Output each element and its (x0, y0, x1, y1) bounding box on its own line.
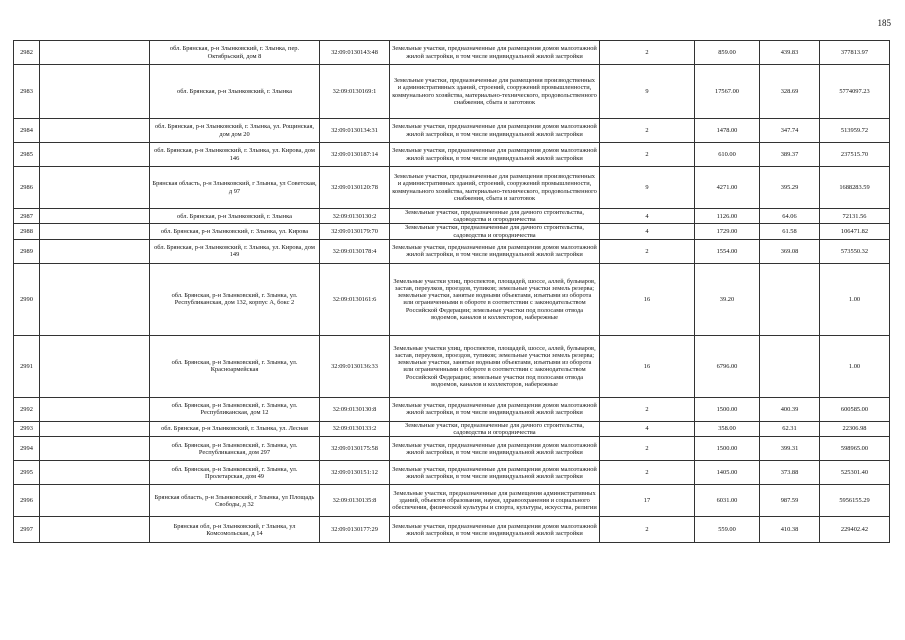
specific-value-cell: 61.58 (760, 224, 820, 239)
table-row (14, 397, 890, 421)
group-cell: 2 (600, 461, 695, 485)
cadastral-number-cell: 32:09:0130179:70 (320, 224, 390, 239)
area-cell: 4271.00 (695, 167, 760, 209)
address-cell: обл. Брянская, р-н Злынковский, г. Злынка, ул. Республиканская, дом 297 (150, 437, 320, 461)
row-number-cell: 2987 (14, 209, 40, 224)
area-cell: 859.00 (695, 41, 760, 65)
cadastral-number-cell: 32:09:0130151:12 (320, 461, 390, 485)
row-number-cell: 2996 (14, 485, 40, 517)
specific-value-cell (760, 263, 820, 335)
land-use-cell: Земельные участки, предназначенные для размещения производственных и административных зданий, строений, сооружений промышленности, коммунального хозяйства, материально-технического, продовольственного снабжения, сбыта и заготовок (390, 167, 600, 209)
row-number-cell: 2995 (14, 461, 40, 485)
address-cell: обл. Брянская, р-н Злынковский, г. Злынка, ул. Кирова (150, 224, 320, 239)
specific-value-cell: 410.38 (760, 517, 820, 543)
cadastral-number-cell: 32:09:0130177:29 (320, 517, 390, 543)
row-number-cell: 2985 (14, 143, 40, 167)
group-cell: 4 (600, 421, 695, 436)
group-cell: 16 (600, 263, 695, 335)
specific-value-cell (760, 335, 820, 397)
land-use-cell: Земельные участки, предназначенные для размещения домов малоэтажной жилой застройки, в том числе индивидуальной жилой застройки (390, 397, 600, 421)
blank-cell (40, 461, 150, 485)
specific-value-cell: 395.29 (760, 167, 820, 209)
cadastral-value-cell: 229402.42 (820, 517, 890, 543)
cadastral-number-cell: 32:09:0130175:58 (320, 437, 390, 461)
cadastral-number-cell: 32:09:0130187:14 (320, 143, 390, 167)
land-use-cell: Земельные участки, предназначенные для размещения домов малоэтажной жилой застройки, в том числе индивидуальной жилой застройки (390, 119, 600, 143)
address-cell: обл. Брянская, р-н Злынковский, г. Злынка, ул. Кирова, дом 146 (150, 143, 320, 167)
blank-cell (40, 143, 150, 167)
table-row (14, 421, 890, 436)
group-cell: 16 (600, 335, 695, 397)
address-cell: обл. Брянская, р-н Злынковский, г. Злынка, ул. Республиканская, дом 132, корпус А, бокс 2 (150, 263, 320, 335)
blank-cell (40, 119, 150, 143)
blank-cell (40, 263, 150, 335)
land-use-cell: Земельные участки улиц, проспектов, площадей, шоссе, аллей, бульваров, застав, переулков, проездов, тупиков; земельные участки земель резерва; земельные участки, занятые водными объектами, изъятыми из оборота или ограниченными в обороте в соответствии с законодательством Российской Федерации; земельные участки под полосами отвода водоемов, каналов и коллекторов, набережные (390, 263, 600, 335)
land-use-cell: Земельные участки улиц, проспектов, площадей, шоссе, аллей, бульваров, застав, переулков, проездов, тупиков; земельные участки земель резерва; земельные участки, занятые водными объектами, изъятыми из оборота или ограниченными в обороте в соответствии с законодательством Российской Федерации; земельные участки под полосами отвода водоемов, каналов и коллекторов, набережные (390, 335, 600, 397)
address-cell: обл. Брянская, р-н Злынковский, г. Злынка (150, 209, 320, 224)
cadastral-registry-table (13, 40, 890, 543)
area-cell: 1729.00 (695, 224, 760, 239)
blank-cell (40, 65, 150, 119)
row-number-cell: 2982 (14, 41, 40, 65)
blank-cell (40, 209, 150, 224)
row-number-cell: 2983 (14, 65, 40, 119)
cadastral-value-cell: 72131.56 (820, 209, 890, 224)
page-number: 185 (877, 18, 891, 28)
table-row (14, 143, 890, 167)
blank-cell (40, 239, 150, 263)
group-cell: 2 (600, 119, 695, 143)
table-row (14, 41, 890, 65)
cadastral-number-cell: 32:09:0130120:78 (320, 167, 390, 209)
table-row (14, 335, 890, 397)
table-row (14, 65, 890, 119)
address-cell: Брянская обл, р-н Злынковский, г Злынка, ул Комсомольская, д 14 (150, 517, 320, 543)
group-cell: 9 (600, 167, 695, 209)
land-use-cell: Земельные участки, предназначенные для размещения производственных и административных зданий, строений, сооружений промышленности, коммунального хозяйства, материально-технического, продовольственного снабжения, сбыта и заготовок (390, 65, 600, 119)
cadastral-value-cell: 513959.72 (820, 119, 890, 143)
blank-cell (40, 224, 150, 239)
row-number-cell: 2988 (14, 224, 40, 239)
address-cell: обл. Брянская, р-н Злынковский, г. Злынка, ул. Пролетарская, дом 49 (150, 461, 320, 485)
cadastral-value-cell: 1.00 (820, 263, 890, 335)
land-use-cell: Земельные участки, предназначенные для дачного строительства, садоводства и огородничества (390, 209, 600, 224)
group-cell: 2 (600, 437, 695, 461)
land-use-cell: Земельные участки, предназначенные для размещения домов малоэтажной жилой застройки, в том числе индивидуальной жилой застройки (390, 461, 600, 485)
cadastral-value-cell: 1688283.59 (820, 167, 890, 209)
address-cell: обл. Брянская, р-н Злынковский, г. Злынка, ул. Лесная (150, 421, 320, 436)
cadastral-value-cell: 237515.70 (820, 143, 890, 167)
cadastral-number-cell: 32:09:0130143:48 (320, 41, 390, 65)
cadastral-value-cell: 377813.97 (820, 41, 890, 65)
group-cell: 17 (600, 485, 695, 517)
area-cell: 1478.00 (695, 119, 760, 143)
specific-value-cell: 328.69 (760, 65, 820, 119)
land-use-cell: Земельные участки, предназначенные для дачного строительства, садоводства и огородничества (390, 421, 600, 436)
address-cell: обл. Брянская, р-н Злынковский, г. Злынка (150, 65, 320, 119)
row-number-cell: 2989 (14, 239, 40, 263)
address-cell: обл. Брянская, р-н Злынковский, г. Злынка, ул. Рощинская, дом дом 20 (150, 119, 320, 143)
area-cell: 358.00 (695, 421, 760, 436)
group-cell: 9 (600, 65, 695, 119)
blank-cell (40, 41, 150, 65)
address-cell: Брянская область, р-н Злынковский, г Злынка, ул Советская, д 97 (150, 167, 320, 209)
land-use-cell: Земельные участки, предназначенные для размещения домов малоэтажной жилой застройки, в том числе индивидуальной жилой застройки (390, 239, 600, 263)
specific-value-cell: 987.59 (760, 485, 820, 517)
cadastral-value-cell: 22306.98 (820, 421, 890, 436)
area-cell: 1126.00 (695, 209, 760, 224)
cadastral-number-cell: 32:09:0130161:6 (320, 263, 390, 335)
cadastral-value-cell: 573550.32 (820, 239, 890, 263)
area-cell: 1500.00 (695, 437, 760, 461)
area-cell: 1500.00 (695, 397, 760, 421)
area-cell: 17567.00 (695, 65, 760, 119)
cadastral-number-cell: 32:09:0130130:8 (320, 397, 390, 421)
address-cell: обл. Брянская, р-н Злынковский, г. Злынка, ул. Кирова, дом 149 (150, 239, 320, 263)
row-number-cell: 2993 (14, 421, 40, 436)
land-use-cell: Земельные участки, предназначенные для размещения домов малоэтажной жилой застройки, в том числе индивидуальной жилой застройки (390, 437, 600, 461)
table-row (14, 263, 890, 335)
area-cell: 610.00 (695, 143, 760, 167)
row-number-cell: 2990 (14, 263, 40, 335)
group-cell: 4 (600, 224, 695, 239)
address-cell: обл. Брянская, р-н Злынковский, г. Злынка, ул. Красноармейская (150, 335, 320, 397)
row-number-cell: 2984 (14, 119, 40, 143)
specific-value-cell: 439.83 (760, 41, 820, 65)
row-number-cell: 2994 (14, 437, 40, 461)
land-use-cell: Земельные участки, предназначенные для размещения домов малоэтажной жилой застройки, в том числе индивидуальной жилой застройки (390, 41, 600, 65)
table-row (14, 209, 890, 224)
group-cell: 2 (600, 397, 695, 421)
cadastral-number-cell: 32:09:0130136:33 (320, 335, 390, 397)
address-cell: обл. Брянская, р-н Злынковский, г. Злынка, пер. Октябрьский, дом 8 (150, 41, 320, 65)
specific-value-cell: 62.31 (760, 421, 820, 436)
cadastral-number-cell: 32:09:0130178:4 (320, 239, 390, 263)
land-use-cell: Земельные участки, предназначенные для размещения административных зданий, объектов образования, науки, здравоохранения и социального обеспечения, физической культуры и спорта, культуры, искусства, религии (390, 485, 600, 517)
group-cell: 2 (600, 143, 695, 167)
group-cell: 2 (600, 239, 695, 263)
blank-cell (40, 421, 150, 436)
blank-cell (40, 437, 150, 461)
land-use-cell: Земельные участки, предназначенные для дачного строительства, садоводства и огородничества (390, 224, 600, 239)
cadastral-value-cell: 5956155.29 (820, 485, 890, 517)
address-cell: обл. Брянская, р-н Злынковский, г. Злынка, ул. Республиканская, дом 12 (150, 397, 320, 421)
area-cell: 1405.00 (695, 461, 760, 485)
table-row (14, 167, 890, 209)
cadastral-number-cell: 32:09:0130134:31 (320, 119, 390, 143)
cadastral-number-cell: 32:09:0130130:2 (320, 209, 390, 224)
cadastral-value-cell: 1.00 (820, 335, 890, 397)
area-cell: 1554.00 (695, 239, 760, 263)
area-cell: 559.00 (695, 517, 760, 543)
specific-value-cell: 369.08 (760, 239, 820, 263)
row-number-cell: 2991 (14, 335, 40, 397)
group-cell: 4 (600, 209, 695, 224)
cadastral-value-cell: 600585.00 (820, 397, 890, 421)
blank-cell (40, 167, 150, 209)
table-row (14, 239, 890, 263)
group-cell: 2 (600, 517, 695, 543)
row-number-cell: 2992 (14, 397, 40, 421)
cadastral-number-cell: 32:09:0130135:8 (320, 485, 390, 517)
land-use-cell: Земельные участки, предназначенные для размещения домов малоэтажной жилой застройки, в том числе индивидуальной жилой застройки (390, 517, 600, 543)
table-row (14, 485, 890, 517)
row-number-cell: 2997 (14, 517, 40, 543)
blank-cell (40, 485, 150, 517)
table-row (14, 517, 890, 543)
specific-value-cell: 400.39 (760, 397, 820, 421)
area-cell: 39.20 (695, 263, 760, 335)
table-row (14, 119, 890, 143)
cadastral-number-cell: 32:09:0130133:2 (320, 421, 390, 436)
specific-value-cell: 347.74 (760, 119, 820, 143)
area-cell: 6031.00 (695, 485, 760, 517)
cadastral-number-cell: 32:09:0130169:1 (320, 65, 390, 119)
blank-cell (40, 335, 150, 397)
blank-cell (40, 517, 150, 543)
row-number-cell: 2986 (14, 167, 40, 209)
address-cell: Брянская область, р-н Злынковский, г Злынка, ул Площадь Свободы, д 32 (150, 485, 320, 517)
table-row (14, 437, 890, 461)
blank-cell (40, 397, 150, 421)
cadastral-value-cell: 5774097.23 (820, 65, 890, 119)
specific-value-cell: 64.06 (760, 209, 820, 224)
specific-value-cell: 399.31 (760, 437, 820, 461)
land-use-cell: Земельные участки, предназначенные для размещения домов малоэтажной жилой застройки, в том числе индивидуальной жилой застройки (390, 143, 600, 167)
specific-value-cell: 389.37 (760, 143, 820, 167)
cadastral-value-cell: 598965.00 (820, 437, 890, 461)
group-cell: 2 (600, 41, 695, 65)
cadastral-value-cell: 106471.82 (820, 224, 890, 239)
specific-value-cell: 373.88 (760, 461, 820, 485)
cadastral-value-cell: 525301.40 (820, 461, 890, 485)
area-cell: 6796.00 (695, 335, 760, 397)
table-row (14, 224, 890, 239)
table-row (14, 461, 890, 485)
